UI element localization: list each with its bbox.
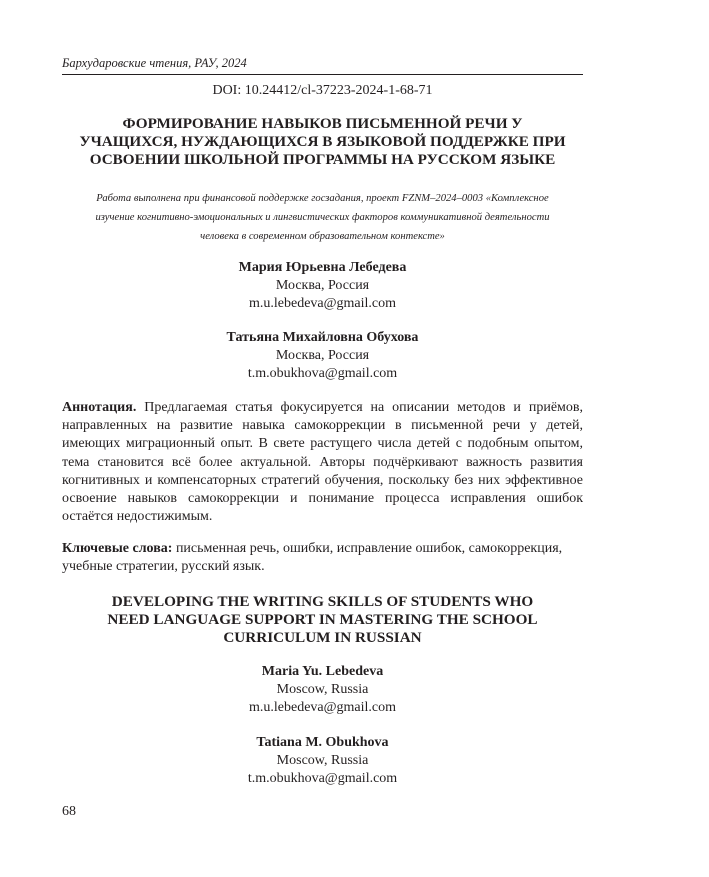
funding-line: Работа выполнена при финансовой поддержке госзадания, проект FZNM–2024–0003 «Комплексное [96,193,549,204]
funding-line: изучение когнитивно-эмоциональных и лингвистических факторов коммуникативной деятельности [95,212,550,223]
title-ru-line: УЧАЩИХСЯ, НУЖДАЮЩИХСЯ В ЯЗЫКОВОЙ ПОДДЕРЖКЕ ПРИ [79,133,566,150]
author-name: Татьяна Михайловна Обухова [226,330,419,345]
author-email: t.m.obukhova@gmail.com [247,771,398,786]
abstract-paragraph [62,399,583,526]
title-ru-line: ОСВОЕНИИ ШКОЛЬНОЙ ПРОГРАММЫ НА РУССКОМ ЯЗЫКЕ [89,151,556,168]
author-email: m.u.lebedeva@gmail.com [248,700,396,715]
author-location: Москва, Россия [275,348,370,363]
title-en-line: CURRICULUM IN RUSSIAN [223,629,422,646]
author-location: Moscow, Russia [276,753,369,768]
running-head: Бархударовские чтения, РАУ, 2024 [62,56,247,70]
doi-line: DOI: 10.24412/cl-37223-2024-1-68-71 [212,83,433,98]
title-ru-line: ФОРМИРОВАНИЕ НАВЫКОВ ПИСЬМЕННОЙ РЕЧИ У [122,115,523,132]
keywords-label: Ключевые слова: [62,541,173,556]
author-name: Мария Юрьевна Лебедева [238,260,407,275]
article-title-russian [62,115,583,169]
abstract-text: Предлагаемая статья фокусируется на описании методов и приёмов, направленных на развитие навыка самокоррекции в письменной речи у детей, имеющих миграционный опыт. В свете растущего числа детей с подобным опытом, тема становится всё более актуальной. Авторы подчёркивают важность развития когнитивных и компенсаторных стратегий обучения, поскольку без них эффективное освоение навыков самокоррекции и понимание процесса исправления ошибок остаётся недостижимым. [62,400,584,525]
page-number: 68 [62,804,76,819]
author-ru-1 [62,259,583,313]
author-name: Maria Yu. Lebedeva [261,664,384,679]
author-email: t.m.obukhova@gmail.com [247,366,398,381]
author-email: m.u.lebedeva@gmail.com [248,296,396,311]
title-en-line: NEED LANGUAGE SUPPORT IN MASTERING THE SCHOOL [107,611,538,628]
title-en-line: DEVELOPING THE WRITING SKILLS OF STUDENTS WHO [111,593,534,610]
article-title-english [62,593,583,647]
funding-line: человека в современном образовательном контексте» [200,231,445,242]
author-en-2 [62,734,583,788]
author-location: Москва, Россия [275,278,370,293]
keywords-paragraph [62,540,583,576]
funding-note [62,189,583,246]
abstract-label: Аннотация. [62,400,137,415]
header-rule-divider [62,74,583,75]
keywords-text: письменная речь, ошибки, исправление ошибок, самокоррекция, учебные стратегии, русский язык. [62,541,563,574]
author-name: Tatiana M. Obukhova [256,735,389,750]
author-ru-2 [62,329,583,383]
author-en-1 [62,663,583,717]
author-location: Moscow, Russia [276,682,369,697]
